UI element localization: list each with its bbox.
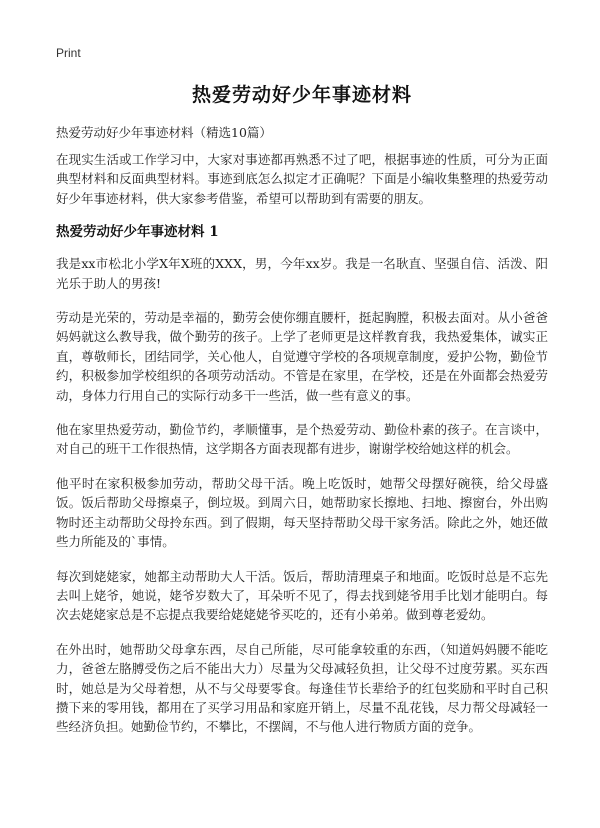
body-paragraph: 劳动是光荣的，劳动是幸福的，勤劳会使你绷直腰杆，挺起胸膛，积极去面对。从小爸爸妈妈就这么教导我，做个勤劳的孩子。上学了老师更是这样教育我，我热爱集体，诚实正直，尊敬师长，团结同学，关心他人，自觉遵守学校的各项规章制度，爱护公物，勤俭节约，积极参加学校组织的各项劳动活动。不管是在家里，在学校，还是在外面都会热爱劳动，身体力行用自己的实际行动多干一些活，做一些有意义的事。 — [56, 310, 548, 403]
section-heading: 热爱劳动好少年事迹材料 1 — [56, 224, 219, 241]
body-paragraph: 他平时在家积极参加劳动，帮助父母干活。晚上吃饭时，她帮父母摆好碗筷，给父母盛饭。饭后帮助父母擦桌子，倒垃圾。到周六日，她帮助家长擦地、扫地、擦窗台，外出购物时还主动帮助父母拎东西。到了假期，每天坚持帮助父母干家务活。除此之外，她还做些力所能及的`事情。 — [56, 475, 548, 550]
body-paragraph: 每次到姥姥家，她都主动帮助大人干活。饭后，帮助清理桌子和地面。吃饭时总是不忘先去叫上姥爷，她说，姥爷岁数大了，耳朵听不见了，得去找到姥爷用手比划才能明白。每次去姥姥家总是不忘提点我要给姥姥姥爷买吃的，还有小弟弟。做到尊老爱幼。 — [56, 568, 548, 623]
body-paragraph: 我是xx市松北小学X年X班的XXX，男，今年xx岁。我是一名耿直、坚强自信、活泼、阳光乐于助人的男孩! — [56, 256, 548, 291]
intro-paragraph: 在现实生活或工作学习中，大家对事迹都再熟悉不过了吧，根据事迹的性质，可分为正面典型材料和反面典型材料。事迹到底怎么拟定才正确呢？下面是小编收集整理的热爱劳动好少年事迹材料，供大家参考借鉴，希望可以帮助到有需要的朋友。 — [56, 152, 548, 206]
document-subtitle: 热爱劳动好少年事迹材料（精选10篇） — [56, 125, 272, 140]
document-body — [56, 150, 548, 752]
body-paragraph: 在外出时，她帮助父母拿东西，尽自己所能，尽可能拿较重的东西，（知道妈妈腰不能吃力，爸爸左胳膊受伤之后不能出大力）尽量为父母减轻负担，让父母不过度劳累。买东西时，她总是为父母着想，从不与父母要零食。每逢佳节长辈给予的红包奖励和平时自己积攒下来的零用钱，都用在了买学习用品和家庭开销上，尽量不乱花钱，尽力帮父母减轻一些经济负担。她勤俭节约，不攀比，不摆阔，不与他人进行物质方面的竞争。 — [56, 641, 548, 735]
document-title: 热爱劳动好少年事迹材料 — [191, 84, 412, 106]
print-link[interactable]: Print — [56, 46, 81, 60]
body-paragraph: 他在家里热爱劳动，勤俭节约，孝顺懂事，是个热爱劳动、勤俭朴素的孩子。在言谈中，对自己的班干工作很热情，这学期各方面表现都有进步，谢谢学校给她这样的机会。 — [56, 422, 548, 457]
